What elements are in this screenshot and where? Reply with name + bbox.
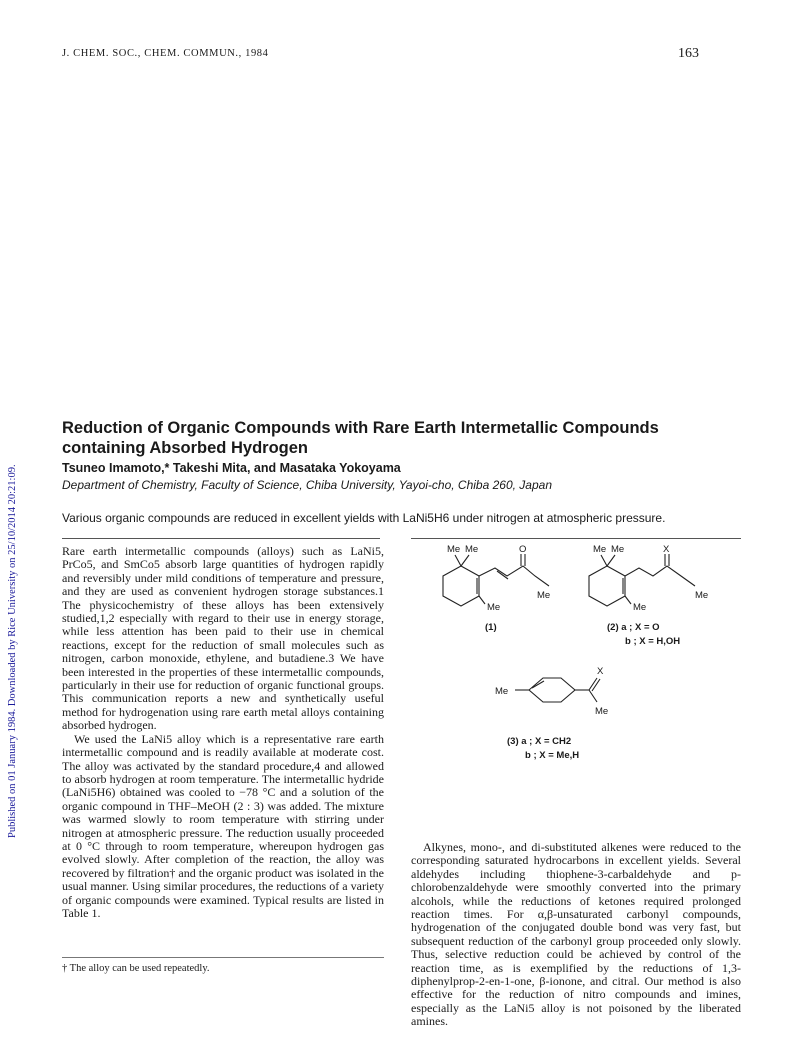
structure-3-me-label-a: Me [495, 686, 509, 697]
article-abstract: Various organic compounds are reduced in excellent yields with LaNi5H6 under nitrogen at atmospheric pressure. [62, 511, 666, 525]
article-affiliation: Department of Chemistry, Faculty of Science, Chiba University, Yayoi-cho, Chiba 260, Japan [62, 478, 553, 492]
body-column-left [62, 545, 384, 920]
structure-2-gem-methyl-a [601, 555, 607, 566]
sidebar-download-text[interactable]: Published on 01 January 1984. Downloaded by Rice University on 25/10/2014 20:21:09. [7, 464, 18, 838]
structure-2-me-label-d: Me [633, 602, 647, 613]
structure-1-o-label: O [519, 544, 527, 555]
structure-3b-caption: b ; X = Me,H [525, 750, 580, 761]
body-paragraph-3: Alkynes, mono-, and di-substituted alkenes were reduced to the corresponding saturated hydrocarbons in excellent yields. Several aldehydes including thiophene-3-carbaldehyde and p-chlorobenzaldehyde were smoothly converted into the primary alcohols, while the reductions of ketones required prolonged reaction times. For α,β-unsaturated carbonyl compounds, hydrogenation of the conjugated double bond was very fast, but subsequent reduction of the carbonyl group proceeded only slowly. Thus, selective reduction could be achieved by control of the reaction time, as is exemplified by the reductions of 1,3-diphenylprop-2-en-1-one, β-ionone, and citral. Our method is also effective for the reduction of nitro compounds and imines, especially as the LaNi5 alloy is not poisoned by the liberated amines. [411, 840, 741, 1029]
body-paragraph-2: We used the LaNi5 alloy which is a representative rare earth intermetallic compound and is readily available at moderate cost. The alloy was activated by the standard procedure,4 and allowed to absorb hydrogen at room temperature. The intermetallic hydride (LaNi5H6) obtained was cooled to −78 °C and a solution of the organic compound in THF–MeOH (2 : 3) was added. The mixture was warmed slowly to room temperature with stirring under nitrogen at atmospheric pressure. The reduction usually proceeded at 0 °C through to room temperature, whereupon hydrogen gas evolved slowly. After completion of the reaction, the alloy was recovered by filtration† and the organic product was isolated in the usual manner. Using similar procedures, the reductions of a variety of organic compounds were examined. Typical results are listed in Table 1. [62, 731, 384, 920]
structure-2-side-chain [625, 566, 695, 586]
chemical-structures-figure [411, 540, 741, 830]
abstract-rule-left [62, 538, 380, 539]
running-head: J. CHEM. SOC., CHEM. COMMUN., 1984 [62, 48, 269, 59]
structure-1-gem-methyl-b [461, 555, 469, 566]
structure-1-me-label-d: Me [487, 602, 501, 613]
structure-1-number: (1) [485, 622, 497, 633]
structure-3-me-label-b: Me [595, 706, 609, 717]
sidebar-download-note [5, 464, 18, 838]
structure-1-me-label-b: Me [465, 544, 479, 555]
structure-3-methyl-bond-b [589, 690, 597, 702]
structure-1-gem-methyl-a [455, 555, 461, 566]
structure-1-me-label-c: Me [537, 590, 551, 601]
article-title: Reduction of Organic Compounds with Rare Earth Intermetallic Compounds containing Absorbed Hydrogen [62, 419, 659, 457]
structure-2-ring-methyl [625, 596, 631, 604]
article-authors: Tsuneo Imamoto,* Takeshi Mita, and Masataka Yokoyama [62, 461, 401, 475]
structure-1-side-chain [479, 566, 549, 586]
structure-3-x-label: X [597, 666, 604, 677]
footnote: † The alloy can be used repeatedly. [62, 963, 210, 974]
structure-2-gem-methyl-b [607, 555, 615, 566]
footnote-rule [62, 957, 384, 958]
structure-3-ring [529, 678, 575, 702]
abstract-rule-right [411, 538, 741, 539]
structure-1-ring [443, 566, 479, 606]
structure-3-x-bond-a [589, 678, 597, 690]
structure-2-me-label-c: Me [695, 590, 709, 601]
structure-1-me-label-a: Me [447, 544, 461, 555]
structure-2-x-label: X [663, 544, 670, 555]
structure-3a-caption: (3) a ; X = CH2 [507, 736, 572, 747]
page-number: 163 [678, 46, 699, 61]
body-paragraph-1: Rare earth intermetallic compounds (alloys) such as LaNi5, PrCo5, and SmCo5 absorb large quantities of hydrogen rapidly and reversibly under mild conditions of temperature and pressure, and they are used as convenient hydrogen storage substances.1 The physicochemistry of these alloys has been extensively studied,1,2 especially with regard to their use in energy storage, while less attention has been paid to their use in chemical reactions, except for the reduction of small molecules such as nitrogen, carbon monoxide, ethylene, and butadiene.3 We have been interested in the properties of these intermetallic compounds, particularly in their use for reduction of organic functional groups. This communication reports a new and synthetically useful method for hydrogenation using rare earth metal alloys containing absorbed hydrogen. [62, 544, 384, 733]
structure-2a-caption: (2) a ; X = O [607, 622, 660, 633]
structure-1-ring-methyl [479, 596, 485, 604]
structure-3-x-bond-b [592, 679, 600, 691]
structure-2-me-label-b: Me [611, 544, 625, 555]
body-column-right [411, 841, 741, 1029]
structure-2b-caption: b ; X = H,OH [625, 636, 681, 647]
structure-2-ring [589, 566, 625, 606]
structure-2-me-label-a: Me [593, 544, 607, 555]
